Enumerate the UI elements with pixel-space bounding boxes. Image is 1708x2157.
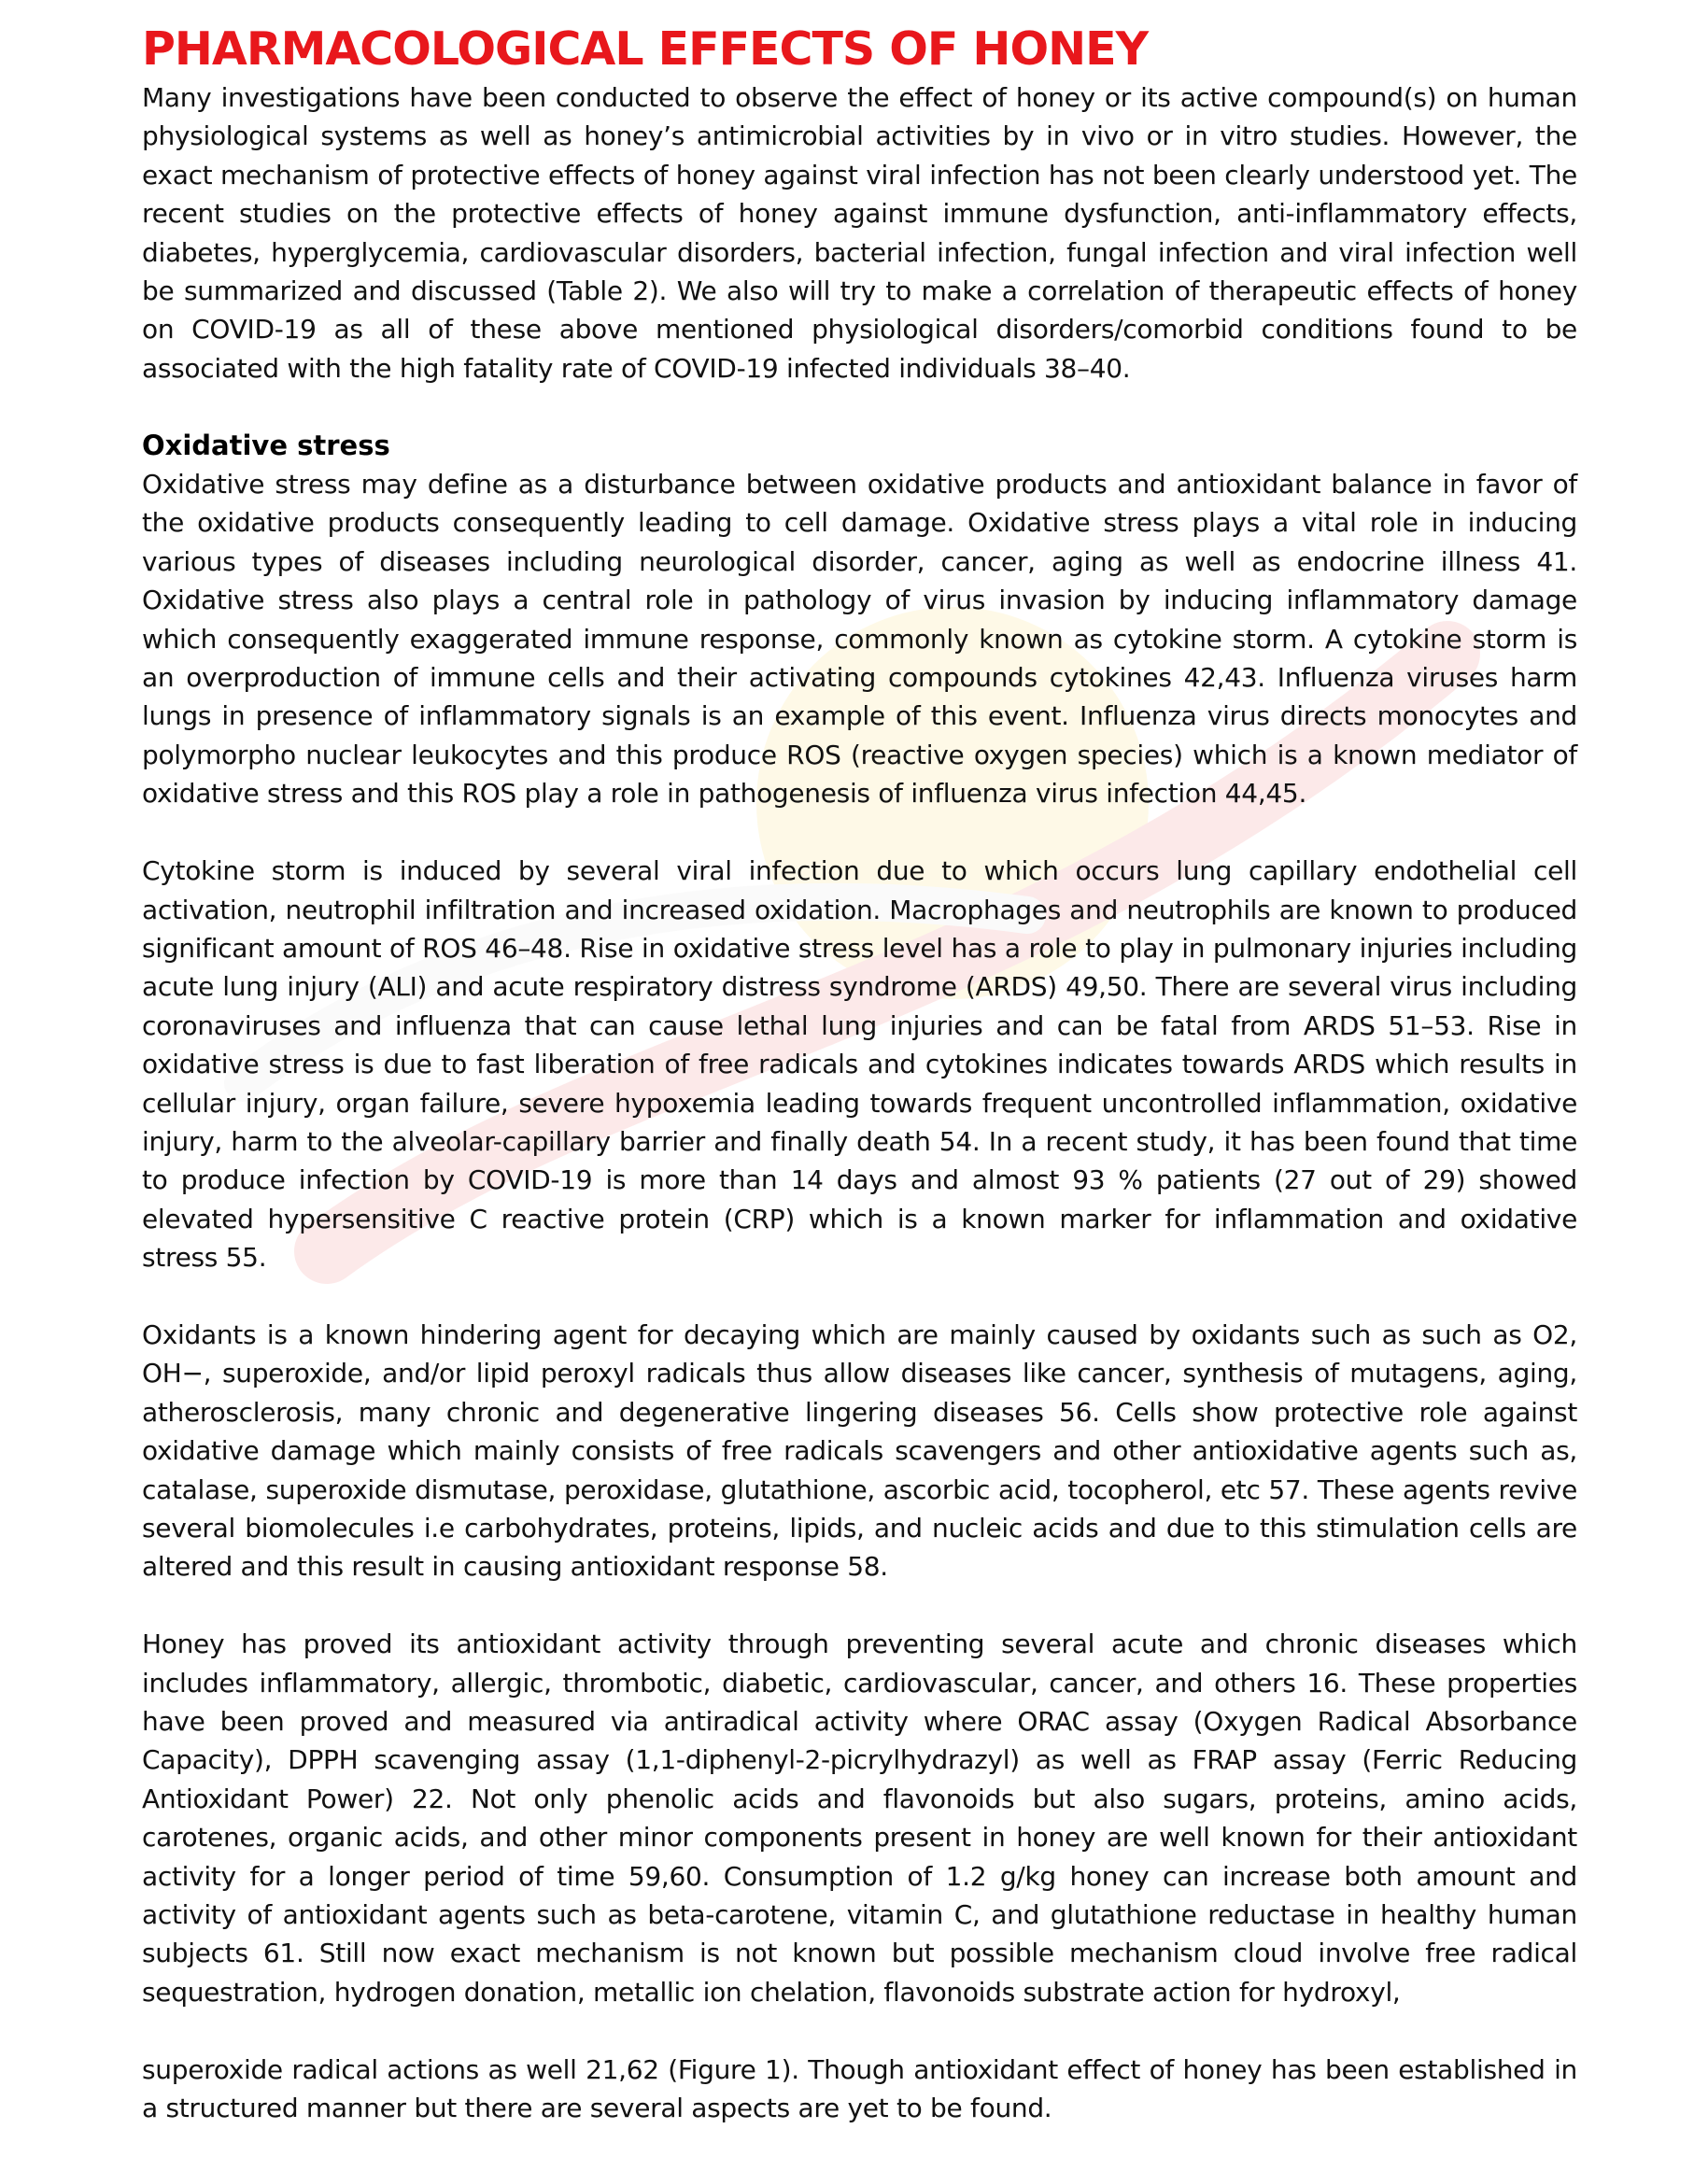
paragraph-oxidants: Oxidants is a known hindering agent for decaying which are mainly caused by oxidants such as such as O2, OH−, superoxide, and/or lipid peroxyl radicals thus allow diseases like cancer, synthesis of mutagens, aging, atherosclerosis, many chronic and degenerative lingering diseases 56. Cells show protective role against oxidative damage which mainly consists of free radicals scavengers and other antioxidative agents such as, catalase, superoxide dismutase, peroxidase, glutathione, ascorbic acid, tocopherol, etc 57. These agents revive several biomolecules i.e carbohydrates, proteins, lipids, and nucleic acids and due to this stimulation cells are altered and this result in causing antioxidant response 58. [142,1318,1577,1583]
section-heading-oxidative-stress: Oxidative stress [142,429,390,461]
paragraph-spacer [142,388,1577,426]
paragraph-superoxide-radical: superoxide radical actions as well 21,62 (Figure 1). Though antioxidant effect of honey has been established in a structured manner but there are several aspects are yet to be found. [142,2053,1577,2124]
paragraph-cytokine-storm: Cytokine storm is induced by several viral infection due to which occurs lung capillary endothelial cell activation, neutrophil infiltration and increased oxidation. Macrophages and neutrophils are known to produced significant amount of ROS 46–48. Rise in oxidative stress level has a role to play in pulmonary injuries including acute lung injury (ALI) and acute respiratory distress syndrome (ARDS) 49,50. There are several virus including coronaviruses and influenza that can cause lethal lung injuries and can be fatal from ARDS 51–53. Rise in oxidative stress is due to fast liberation of free radicals and cytokines indicates towards ARDS which results in cellular injury, organ failure, severe hypoxemia leading towards frequent uncontrolled inflammation, oxidative injury, harm to the alveolar-capillary barrier and finally death 54. In a recent study, it has been found that time to produce infection by COVID-19 is more than 14 days and almost 93 % patients (27 out of 29) showed elevated hypersensitive C reactive protein (CRP) which is a known marker for inflammation and oxidative stress 55. [142,855,1577,1274]
paragraph-oxidative-stress-definition: Oxidative stress may define as a disturbance between oxidative products and antioxidant balance in favor of the oxidative products consequently leading to cell damage. Oxidative stress plays a vital role in inducing various types of diseases including neurological disorder, cancer, aging as well as endocrine illness 41. Oxidative stress also plays a central role in pathology of virus invasion by inducing inflammatory damage which consequently exaggerated immune response, commonly known as cytokine storm. A cytokine storm is an overproduction of immune cells and their activating compounds cytokines 42,43. Influenza viruses harm lungs in presence of inflammatory signals is an example of this event. Influenza virus directs monocytes and polymorpho nuclear leukocytes and this produce ROS (reactive oxygen species) which is a known mediator of oxidative stress and this ROS play a role in pathogenesis of influenza virus infection 44,45. [142,469,1577,810]
paragraph-spacer [142,1277,1577,1316]
paragraph-spacer [142,813,1577,852]
paragraph-honey-antioxidant: Honey has proved its antioxidant activity through preventing several acute and chronic diseases which includes inflammatory, allergic, thrombotic, diabetic, cardiovascular, cancer, and others 16. These properties have been proved and measured via antiradical activity where ORAC assay (Oxygen Radical Absorbance Capacity), DPPH scavenging assay (1,1-diphenyl-2-picrylhydrazyl) as well as FRAP assay (Ferric Reducing Antioxidant Power) 22. Not only phenolic acids and flavonoids but also sugars, proteins, amino acids, carotenes, organic acids, and other minor components present in honey are well known for their antioxidant activity for a longer period of time 59,60. Consumption of 1.2 g/kg honey can increase both amount and activity of antioxidant agents such as beta-carotene, vitamin C, and glutathione reductase in healthy human subjects 61. Still now exact mechanism is not known but possible mechanism cloud involve free radical sequestration, hydrogen donation, metallic ion chelation, flavonoids substrate action for hydroxyl, [142,1628,1577,2008]
paragraph-spacer [142,2011,1577,2050]
page-title: PHARMACOLOGICAL EFFECTS OF HONEY [142,22,1149,76]
intro-paragraph: Many investigations have been conducted to observe the effect of honey or its active compound(s) on human physiological systems as well as honey’s antimicrobial activities by in vivo or in vitro studies. However, the exact mechanism of protective effects of honey against viral infection has not been clearly understood yet. The recent studies on the protective effects of honey against immune dysfunction, anti-inflammatory effects, diabetes, hyperglycemia, cardiovascular disorders, bacterial infection, fungal infection and viral infection well be summarized and discussed (Table 2). We also will try to make a correlation of therapeutic effects of honey on COVID-19 as all of these above mentioned physiological disorders/comorbid conditions found to be associated with the high fatality rate of COVID-19 infected individuals 38–40. [142,82,1577,384]
paragraph-spacer [142,1586,1577,1625]
document-page [142,21,1577,2127]
